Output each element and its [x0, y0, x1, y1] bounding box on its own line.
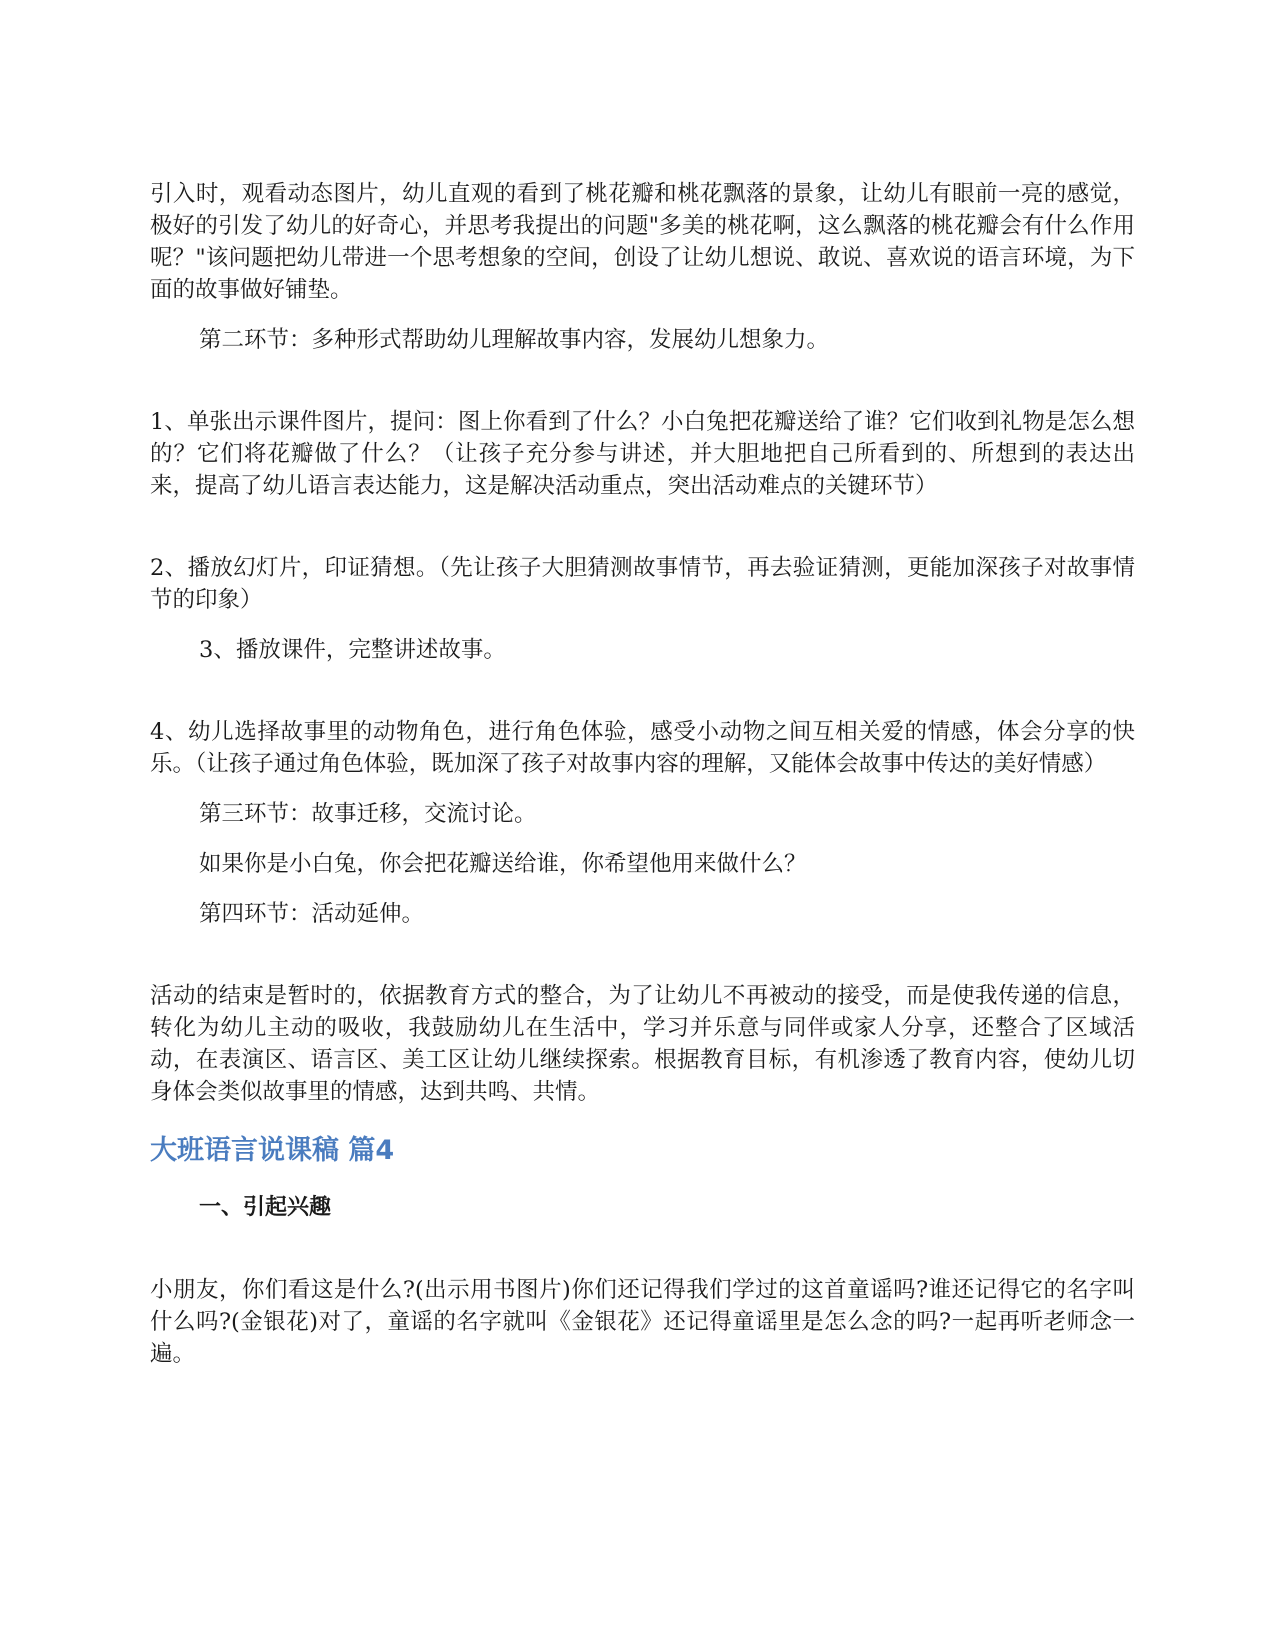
- paragraph-item-4: 4、幼儿选择故事里的动物角色，进行角色体验，感受小动物之间互相关爱的情感，体会分享的快乐。（让孩子通过角色体验，既加深了孩子对故事内容的理解，又能体会故事中传达的美好情感）: [150, 719, 1135, 777]
- paragraph-intro: 引入时，观看动态图片，幼儿直观的看到了桃花瓣和桃花飘落的景象，让幼儿有眼前一亮的感觉，极好的引发了幼儿的好奇心，并思考我提出的问题"多美的桃花啊，这么飘落的桃花瓣会有什么作用呢？"该问题把幼儿带进一个思考想象的空间，创设了让幼儿想说、敢说、喜欢说的语言环境，为下面的故事做好铺垫。: [150, 181, 1135, 303]
- paragraph-stage-four: 第四环节：活动延伸。: [199, 901, 425, 927]
- section-heading: 大班语言说课稿 篇4: [150, 1135, 395, 1166]
- paragraph-stage-three: 第三环节：故事迁移，交流讨论。: [199, 801, 537, 827]
- section-subheading: 一、引起兴趣: [199, 1195, 332, 1220]
- paragraph-item-3: 3、播放课件，完整讲述故事。: [199, 637, 506, 663]
- paragraph-section-intro: 小朋友，你们看这是什么?(出示用书图片)你们还记得我们学过的这首童谣吗?谁还记得它的名字叫什么吗?(金银花)对了，童谣的名字就叫《金银花》还记得童谣里是怎么念的吗?一起再听老师念一遍。: [150, 1277, 1135, 1367]
- paragraph-question: 如果你是小白兔，你会把花瓣送给谁，你希望他用来做什么？: [199, 851, 807, 877]
- document-page: [150, 178, 1135, 1370]
- paragraph-item-1: 1、单张出示课件图片，提问：图上你看到了什么？小白兔把花瓣送给了谁？它们收到礼物是怎么想的？它们将花瓣做了什么？（让孩子充分参与讲述，并大胆地把自己所看到的、所想到的表达出来，提高了幼儿语言表达能力，这是解决活动重点，突出活动难点的关键环节）: [150, 409, 1135, 499]
- paragraph-conclusion: 活动的结束是暂时的，依据教育方式的整合，为了让幼儿不再被动的接受，而是使我传递的信息，转化为幼儿主动的吸收，我鼓励幼儿在生活中，学习并乐意与同伴或家人分享，还整合了区域活动，在表演区、语言区、美工区让幼儿继续探索。根据教育目标，有机渗透了教育内容，使幼儿切身体会类似故事里的情感，达到共鸣、共情。: [150, 983, 1135, 1105]
- paragraph-item-2: 2、播放幻灯片，印证猜想。（先让孩子大胆猜测故事情节，再去验证猜测，更能加深孩子对故事情节的印象）: [150, 555, 1135, 613]
- paragraph-stage-two: 第二环节：多种形式帮助幼儿理解故事内容，发展幼儿想象力。: [199, 327, 830, 353]
